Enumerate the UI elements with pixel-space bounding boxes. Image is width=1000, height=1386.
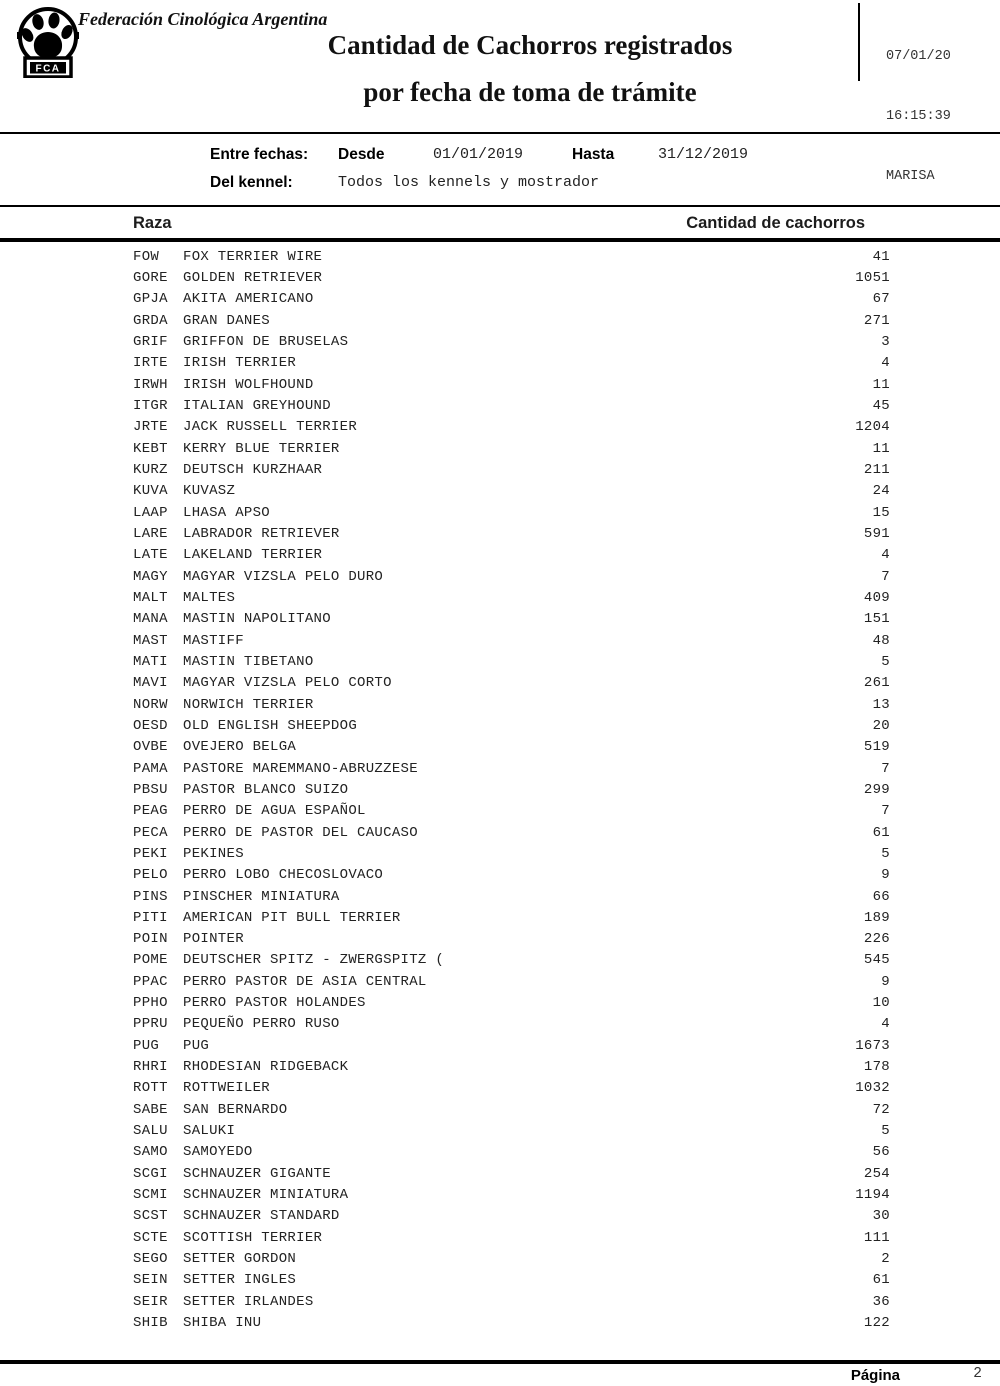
breed-name: SCHNAUZER GIGANTE	[183, 1165, 331, 1182]
breed-name: GRAN DANES	[183, 312, 271, 329]
breed-code: SCST	[133, 1208, 168, 1225]
puppy-count: 122	[863, 1315, 890, 1332]
table-row	[0, 459, 1000, 480]
puppy-count: 111	[863, 1229, 890, 1246]
breed-name: SCHNAUZER MINIATURA	[183, 1187, 349, 1204]
table-row	[0, 651, 1000, 672]
breed-name: SETTER IRLANDES	[183, 1293, 314, 1310]
puppy-count: 5	[881, 653, 890, 670]
puppy-count: 61	[872, 824, 890, 841]
breed-name: PINSCHER MINIATURA	[183, 888, 340, 905]
breed-code: SCTE	[133, 1229, 168, 1246]
table-body	[0, 246, 1000, 1334]
print-info	[886, 7, 951, 227]
report-title-line2: por fecha de toma de trámite	[363, 77, 697, 107]
breed-name: JACK RUSSELL TERRIER	[183, 419, 358, 436]
breed-code: GRDA	[133, 312, 168, 329]
table-row	[0, 715, 1000, 736]
puppy-count: 271	[863, 312, 890, 329]
table-row	[0, 1163, 1000, 1184]
breed-name: SETTER GORDON	[183, 1251, 297, 1268]
puppy-count: 1194	[855, 1187, 890, 1204]
puppy-count: 519	[863, 739, 890, 756]
table-row	[0, 929, 1000, 950]
breed-name: SALUKI	[183, 1123, 236, 1140]
breed-name: KERRY BLUE TERRIER	[183, 440, 340, 457]
puppy-count: 9	[881, 973, 890, 990]
breed-name: PERRO PASTOR DE ASIA CENTRAL	[183, 973, 427, 990]
breed-code: PELO	[133, 867, 168, 884]
breed-name: SHIBA INU	[183, 1315, 262, 1332]
breed-name: SETTER INGLES	[183, 1272, 297, 1289]
breed-name: SCHNAUZER STANDARD	[183, 1208, 340, 1225]
breed-code: SEIR	[133, 1293, 168, 1310]
puppy-count: 4	[881, 547, 890, 564]
breed-code: SCMI	[133, 1187, 168, 1204]
table-row	[0, 822, 1000, 843]
breed-name: ITALIAN GREYHOUND	[183, 397, 331, 414]
breed-name: MAGYAR VIZSLA PELO CORTO	[183, 675, 392, 692]
breed-name: FOX TERRIER WIRE	[183, 248, 323, 265]
table-row	[0, 587, 1000, 608]
table-row	[0, 758, 1000, 779]
breed-name: PUG	[183, 1037, 210, 1054]
desde-label: Desde	[338, 146, 385, 163]
breed-name: NORWICH TERRIER	[183, 696, 314, 713]
del-kennel-label: Del kennel:	[210, 174, 293, 191]
breed-code: MAVI	[133, 675, 168, 692]
breed-name: LHASA APSO	[183, 504, 271, 521]
breed-name: MASTIN TIBETANO	[183, 653, 314, 670]
breed-name: OLD ENGLISH SHEEPDOG	[183, 717, 358, 734]
breed-name: PEQUEÑO PERRO RUSO	[183, 1016, 340, 1033]
breed-code: IRTE	[133, 355, 168, 372]
table-row	[0, 1248, 1000, 1269]
puppy-count: 5	[881, 845, 890, 862]
puppy-count: 591	[863, 525, 890, 542]
breed-name: PASTOR BLANCO SUIZO	[183, 781, 349, 798]
report-title-line1: Cantidad de Cachorros registrados	[327, 30, 733, 60]
breed-code: GPJA	[133, 291, 168, 308]
table-row	[0, 289, 1000, 310]
puppy-count: 7	[881, 568, 890, 585]
breed-code: PBSU	[133, 781, 168, 798]
breed-code: OESD	[133, 717, 168, 734]
table-row	[0, 1142, 1000, 1163]
footer-rule	[0, 1360, 1000, 1364]
breed-name: MAGYAR VIZSLA PELO DURO	[183, 568, 384, 585]
breed-code: MANA	[133, 611, 168, 628]
table-row	[0, 502, 1000, 523]
breed-name: PERRO DE PASTOR DEL CAUCASO	[183, 824, 418, 841]
table-row	[0, 1312, 1000, 1333]
breed-code: MAGY	[133, 568, 168, 585]
column-header-raza: Raza	[133, 214, 172, 232]
breed-code: KURZ	[133, 461, 168, 478]
breed-code: GORE	[133, 269, 168, 286]
breed-name: SAMOYEDO	[183, 1144, 253, 1161]
table-row	[0, 630, 1000, 651]
breed-name: IRISH WOLFHOUND	[183, 376, 314, 393]
breed-code: PEKI	[133, 845, 168, 862]
puppy-count: 15	[872, 504, 890, 521]
breed-name: PEKINES	[183, 845, 244, 862]
puppy-count: 4	[881, 1016, 890, 1033]
breed-code: SHIB	[133, 1315, 168, 1332]
puppy-count: 7	[881, 760, 890, 777]
breed-code: POME	[133, 952, 168, 969]
breed-name: MASTIFF	[183, 632, 244, 649]
breed-code: FOW	[133, 248, 160, 265]
puppy-count: 226	[863, 931, 890, 948]
table-row	[0, 481, 1000, 502]
puppy-count: 11	[872, 440, 890, 457]
puppy-count: 178	[863, 1059, 890, 1076]
breed-code: SEGO	[133, 1251, 168, 1268]
table-row	[0, 1014, 1000, 1035]
table-row	[0, 438, 1000, 459]
puppy-count: 45	[872, 397, 890, 414]
breed-code: MAST	[133, 632, 168, 649]
puppy-count: 66	[872, 888, 890, 905]
breed-code: NORW	[133, 696, 168, 713]
puppy-count: 41	[872, 248, 890, 265]
table-row	[0, 566, 1000, 587]
puppy-count: 211	[863, 461, 890, 478]
table-row	[0, 673, 1000, 694]
breed-name: DEUTSCHER SPITZ - ZWERGSPITZ (	[183, 952, 445, 969]
breed-code: PPHO	[133, 995, 168, 1012]
filters-rule	[0, 205, 1000, 207]
page-number: 2	[973, 1366, 982, 1382]
breed-code: SAMO	[133, 1144, 168, 1161]
puppy-count: 24	[872, 483, 890, 500]
breed-code: IRWH	[133, 376, 168, 393]
entre-fechas-label: Entre fechas:	[210, 146, 309, 163]
breed-name: PERRO DE AGUA ESPAÑOL	[183, 803, 366, 820]
breed-code: RHRI	[133, 1059, 168, 1076]
table-row	[0, 395, 1000, 416]
print-user: MARISA	[886, 169, 935, 184]
table-row	[0, 246, 1000, 267]
puppy-count: 36	[872, 1293, 890, 1310]
breed-code: SABE	[133, 1101, 168, 1118]
breed-code: JRTE	[133, 419, 168, 436]
table-row	[0, 1056, 1000, 1077]
breed-name: LAKELAND TERRIER	[183, 547, 323, 564]
breed-name: MASTIN NAPOLITANO	[183, 611, 331, 628]
puppy-count: 409	[863, 589, 890, 606]
puppy-count: 151	[863, 611, 890, 628]
breed-name: PASTORE MAREMMANO-ABRUZZESE	[183, 760, 418, 777]
puppy-count: 67	[872, 291, 890, 308]
table-row	[0, 1078, 1000, 1099]
breed-code: OVBE	[133, 739, 168, 756]
puppy-count: 13	[872, 696, 890, 713]
table-row	[0, 1291, 1000, 1312]
breed-code: PECA	[133, 824, 168, 841]
breed-name: OVEJERO BELGA	[183, 739, 297, 756]
puppy-count: 261	[863, 675, 890, 692]
puppy-count: 545	[863, 952, 890, 969]
puppy-count: 1032	[855, 1080, 890, 1097]
breed-code: KEBT	[133, 440, 168, 457]
breed-code: SCGI	[133, 1165, 168, 1182]
puppy-count: 30	[872, 1208, 890, 1225]
breed-code: LARE	[133, 525, 168, 542]
breed-name: AMERICAN PIT BULL TERRIER	[183, 909, 401, 926]
breed-name: GOLDEN RETRIEVER	[183, 269, 323, 286]
breed-code: LAAP	[133, 504, 168, 521]
breed-code: GRIF	[133, 333, 168, 350]
breed-code: MALT	[133, 589, 168, 606]
puppy-count: 1051	[855, 269, 890, 286]
breed-code: PPRU	[133, 1016, 168, 1033]
table-row	[0, 886, 1000, 907]
breed-name: PERRO PASTOR HOLANDES	[183, 995, 366, 1012]
table-row	[0, 609, 1000, 630]
breed-code: PITI	[133, 909, 168, 926]
table-row	[0, 331, 1000, 352]
puppy-count: 9	[881, 867, 890, 884]
table-row	[0, 737, 1000, 758]
puppy-count: 48	[872, 632, 890, 649]
table-row	[0, 310, 1000, 331]
table-row	[0, 992, 1000, 1013]
table-header-rule	[0, 238, 1000, 242]
page-label: Página	[850, 1367, 900, 1384]
breed-code: LATE	[133, 547, 168, 564]
hasta-value: 31/12/2019	[658, 146, 749, 163]
table-row	[0, 353, 1000, 374]
puppy-count: 299	[863, 781, 890, 798]
breed-name: LABRADOR RETRIEVER	[183, 525, 340, 542]
table-row	[0, 1184, 1000, 1205]
puppy-count: 3	[881, 333, 890, 350]
table-row	[0, 1227, 1000, 1248]
table-row	[0, 907, 1000, 928]
breed-code: MATI	[133, 653, 168, 670]
table-row	[0, 523, 1000, 544]
breed-name: SAN BERNARDO	[183, 1101, 288, 1118]
breed-code: PINS	[133, 888, 168, 905]
print-time: 16:15:39	[886, 109, 951, 124]
breed-code: PUG	[133, 1037, 160, 1054]
table-row	[0, 801, 1000, 822]
puppy-count: 2	[881, 1251, 890, 1268]
breed-code: SEIN	[133, 1272, 168, 1289]
header-rule	[0, 132, 1000, 134]
desde-value: 01/01/2019	[433, 146, 524, 163]
breed-name: DEUTSCH KURZHAAR	[183, 461, 323, 478]
breed-code: PAMA	[133, 760, 168, 777]
breed-name: MALTES	[183, 589, 236, 606]
puppy-count: 56	[872, 1144, 890, 1161]
puppy-count: 1204	[855, 419, 890, 436]
print-date: 07/01/20	[886, 49, 951, 64]
org-name: Federación Cinológica Argentina	[78, 9, 328, 29]
print-info-divider	[858, 3, 860, 81]
breed-code: KUVA	[133, 483, 168, 500]
breed-code: ITGR	[133, 397, 168, 414]
table-row	[0, 779, 1000, 800]
breed-name: RHODESIAN RIDGEBACK	[183, 1059, 349, 1076]
puppy-count: 5	[881, 1123, 890, 1140]
breed-name: SCOTTISH TERRIER	[183, 1229, 323, 1246]
table-row	[0, 971, 1000, 992]
table-row	[0, 843, 1000, 864]
puppy-count: 1673	[855, 1037, 890, 1054]
puppy-count: 61	[872, 1272, 890, 1289]
table-row	[0, 1206, 1000, 1227]
table-row	[0, 865, 1000, 886]
column-header-cantidad: Cantidad de cachorros	[686, 214, 865, 232]
breed-code: POIN	[133, 931, 168, 948]
puppy-count: 72	[872, 1101, 890, 1118]
breed-code: ROTT	[133, 1080, 168, 1097]
breed-code: SALU	[133, 1123, 168, 1140]
table-row	[0, 694, 1000, 715]
table-row	[0, 374, 1000, 395]
breed-code: PPAC	[133, 973, 168, 990]
hasta-label: Hasta	[572, 146, 615, 163]
table-row	[0, 1120, 1000, 1141]
puppy-count: 11	[872, 376, 890, 393]
breed-name: PERRO LOBO CHECOSLOVACO	[183, 867, 384, 884]
breed-name: GRIFFON DE BRUSELAS	[183, 333, 349, 350]
table-row	[0, 417, 1000, 438]
table-row	[0, 1099, 1000, 1120]
table-row	[0, 1270, 1000, 1291]
table-row	[0, 950, 1000, 971]
puppy-count: 189	[863, 909, 890, 926]
breed-name: KUVASZ	[183, 483, 236, 500]
svg-text:FCA: FCA	[35, 63, 61, 75]
puppy-count: 20	[872, 717, 890, 734]
table-row	[0, 545, 1000, 566]
puppy-count: 7	[881, 803, 890, 820]
table-row	[0, 1035, 1000, 1056]
breed-name: ROTTWEILER	[183, 1080, 271, 1097]
table-row	[0, 267, 1000, 288]
breed-name: IRISH TERRIER	[183, 355, 297, 372]
puppy-count: 254	[863, 1165, 890, 1182]
puppy-count: 10	[872, 995, 890, 1012]
puppy-count: 4	[881, 355, 890, 372]
breed-name: POINTER	[183, 931, 244, 948]
breed-code: PEAG	[133, 803, 168, 820]
del-kennel-value: Todos los kennels y mostrador	[338, 174, 600, 191]
breed-name: AKITA AMERICANO	[183, 291, 314, 308]
